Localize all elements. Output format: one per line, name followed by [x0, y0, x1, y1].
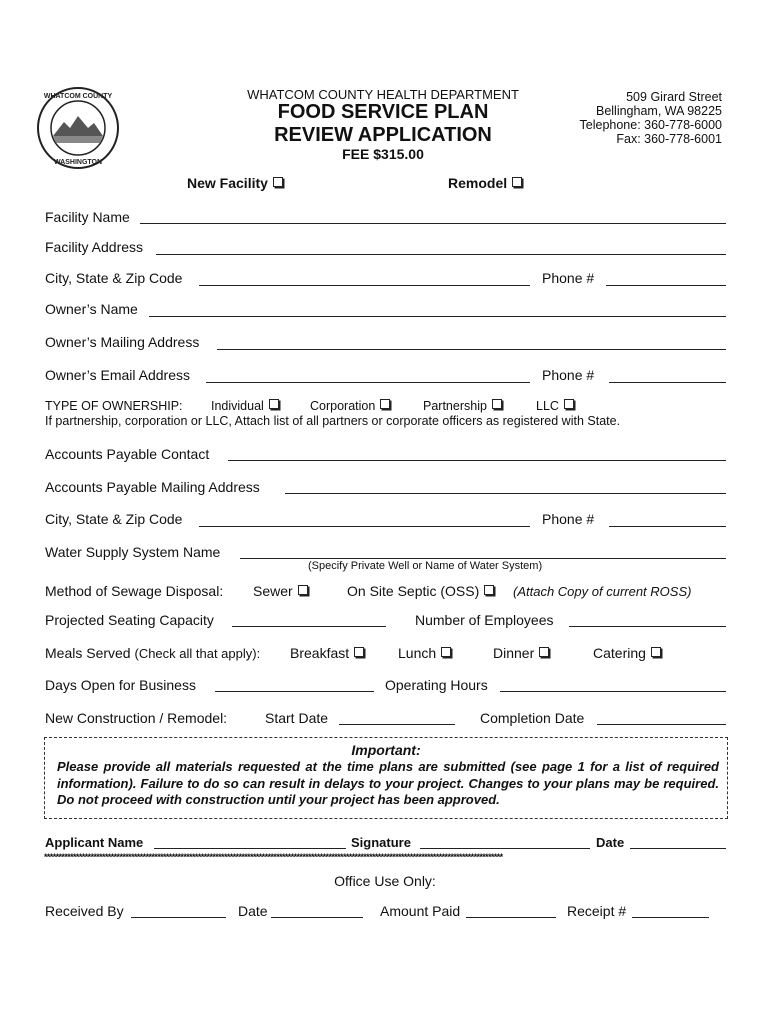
signature-date-label: Date — [596, 835, 625, 850]
employees-label: Number of Employees — [415, 612, 554, 628]
telephone: Telephone: 360-778-6000 — [579, 118, 722, 132]
receipt-label: Receipt # — [567, 903, 627, 919]
amount-paid-field[interactable] — [466, 917, 556, 918]
ownership-note: If partnership, corporation or LLC, Attach list of all partners or corporate officers as registered with State. — [45, 414, 621, 428]
completion-date-field[interactable] — [597, 724, 726, 725]
catering-option[interactable] — [593, 645, 661, 661]
breakfast-label: Breakfast — [290, 645, 350, 661]
catering-checkbox[interactable] — [651, 647, 661, 657]
owners-email-label: Owner’s Email Address — [45, 367, 190, 383]
start-date-field[interactable] — [339, 724, 455, 725]
ownership-partnership[interactable] — [423, 399, 502, 413]
construction-label: New Construction / Remodel: — [45, 710, 228, 726]
facility-address-field[interactable] — [156, 254, 726, 255]
meals-served-text: Meals Served — [45, 645, 131, 661]
remodel-label: Remodel — [448, 175, 508, 191]
completion-date-label: Completion Date — [480, 710, 585, 726]
county-seal-logo — [36, 86, 120, 170]
remodel-checkbox[interactable] — [512, 177, 522, 187]
fax: Fax: 360-778-6001 — [616, 132, 722, 146]
ap-contact-field[interactable] — [228, 460, 726, 461]
oss-note: (Attach Copy of current ROSS) — [513, 584, 692, 599]
remodel-option[interactable] — [448, 175, 522, 191]
breakfast-option[interactable] — [290, 645, 364, 661]
facility-name-label: Facility Name — [45, 209, 130, 225]
owners-email-field[interactable] — [206, 382, 530, 383]
new-facility-checkbox[interactable] — [273, 177, 283, 187]
ap-phone-field[interactable] — [609, 526, 726, 527]
form-title-line1: FOOD SERVICE PLAN — [277, 101, 489, 123]
partnership-checkbox[interactable] — [492, 399, 502, 409]
llc-checkbox[interactable] — [564, 399, 574, 409]
lunch-option[interactable] — [398, 645, 451, 661]
owners-name-label: Owner’s Name — [45, 301, 138, 317]
seating-label: Projected Seating Capacity — [45, 612, 214, 628]
individual-label: Individual — [211, 399, 264, 413]
oss-option[interactable] — [347, 583, 494, 599]
breakfast-checkbox[interactable] — [354, 647, 364, 657]
sewer-checkbox[interactable] — [298, 585, 308, 595]
sewer-option[interactable] — [253, 583, 308, 599]
facility-name-field[interactable] — [140, 223, 726, 224]
owners-name-field[interactable] — [149, 316, 726, 317]
amount-paid-label: Amount Paid — [380, 903, 461, 919]
llc-label: LLC — [536, 399, 559, 413]
individual-checkbox[interactable] — [269, 399, 279, 409]
facility-address-label: Facility Address — [45, 239, 144, 255]
ownership-individual[interactable] — [211, 399, 279, 413]
ap-city-state-zip-label: City, State & Zip Code — [45, 511, 183, 527]
ownership-label: TYPE OF OWNERSHIP: — [45, 399, 183, 413]
days-open-label: Days Open for Business — [45, 677, 196, 693]
corporation-checkbox[interactable] — [380, 399, 390, 409]
office-use-title: Office Use Only: — [334, 873, 436, 889]
important-notice-box — [44, 737, 728, 819]
applicant-name-label: Applicant Name — [45, 835, 144, 850]
ap-city-state-zip-field[interactable] — [199, 526, 530, 527]
address-line2: Bellingham, WA 98225 — [595, 104, 722, 118]
owner-phone-field[interactable] — [609, 382, 726, 383]
ownership-llc[interactable] — [536, 399, 574, 413]
receipt-field[interactable] — [632, 917, 709, 918]
catering-label: Catering — [593, 645, 646, 661]
seating-field[interactable] — [232, 626, 386, 627]
important-title: Important: — [351, 742, 421, 758]
dinner-option[interactable] — [493, 645, 549, 661]
phone-label: Phone # — [542, 270, 595, 286]
ownership-corporation[interactable] — [310, 399, 390, 413]
separator-line: ************************************************************************************************************************************************************** — [44, 852, 503, 862]
new-facility-option[interactable] — [187, 175, 283, 191]
signature-date-field[interactable] — [630, 848, 726, 849]
city-state-zip-field[interactable] — [199, 285, 530, 286]
ap-mailing-field[interactable] — [285, 493, 726, 494]
office-date-field[interactable] — [271, 917, 363, 918]
meals-hint: (Check all that apply): — [134, 646, 261, 661]
form-title-line2: REVIEW APPLICATION — [274, 124, 492, 146]
city-state-zip-label: City, State & Zip Code — [45, 270, 183, 286]
lunch-label: Lunch — [398, 645, 437, 661]
oss-checkbox[interactable] — [484, 585, 494, 595]
received-by-field[interactable] — [131, 917, 226, 918]
days-open-field[interactable] — [215, 691, 374, 692]
employees-field[interactable] — [569, 626, 726, 627]
ap-mailing-label: Accounts Payable Mailing Address — [45, 479, 260, 495]
phone-field[interactable] — [606, 285, 726, 286]
ap-phone-label: Phone # — [542, 511, 595, 527]
water-supply-field[interactable] — [240, 558, 726, 559]
ap-contact-label: Accounts Payable Contact — [45, 446, 210, 462]
applicant-name-field[interactable] — [154, 848, 346, 849]
operating-hours-label: Operating Hours — [385, 677, 488, 693]
department-name: WHATCOM COUNTY HEALTH DEPARTMENT — [247, 87, 519, 102]
owners-mailing-label: Owner’s Mailing Address — [45, 334, 200, 350]
new-facility-label: New Facility — [187, 175, 268, 191]
start-date-label: Start Date — [265, 710, 329, 726]
owner-phone-label: Phone # — [542, 367, 595, 383]
owners-mailing-field[interactable] — [217, 349, 726, 350]
received-by-label: Received By — [45, 903, 124, 919]
address-line1: 509 Girard Street — [626, 90, 722, 104]
important-text: Please provide all materials requested at the time plans are submitted (see page 1 for a list of required information). Failure to do so can result in delays to your project. Changes to your plans may be required. Do not proceed with construction until your project has been approved. — [57, 759, 719, 807]
sewer-label: Sewer — [253, 583, 293, 599]
fee: FEE $315.00 — [342, 146, 424, 162]
signature-field[interactable] — [420, 848, 590, 849]
operating-hours-field[interactable] — [500, 691, 726, 692]
office-date-label: Date — [238, 903, 268, 919]
dinner-checkbox[interactable] — [539, 647, 549, 657]
svg-text:WHATCOM COUNTY: WHATCOM COUNTY — [43, 93, 113, 100]
svg-text:WASHINGTON: WASHINGTON — [53, 159, 103, 166]
partnership-label: Partnership — [423, 399, 487, 413]
water-supply-note: (Specify Private Well or Name of Water System) — [308, 560, 543, 572]
dinner-label: Dinner — [493, 645, 535, 661]
oss-label: On Site Septic (OSS) — [347, 583, 480, 599]
corporation-label: Corporation — [310, 399, 376, 413]
sewage-label: Method of Sewage Disposal: — [45, 583, 224, 599]
meals-label — [45, 645, 260, 661]
water-supply-label: Water Supply System Name — [45, 544, 221, 560]
signature-label: Signature — [351, 835, 411, 850]
lunch-checkbox[interactable] — [441, 647, 451, 657]
